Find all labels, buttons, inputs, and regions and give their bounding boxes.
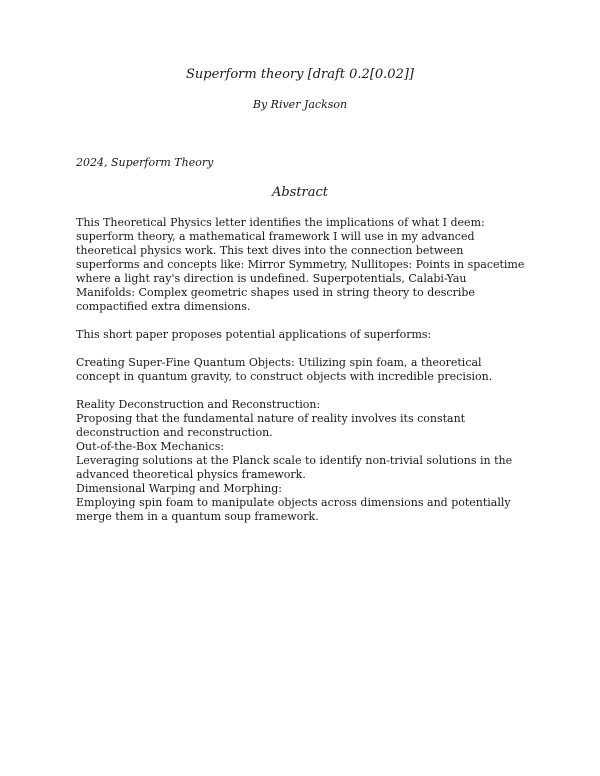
applications-lead-paragraph: This short paper proposes potential applications of superforms:	[76, 328, 432, 341]
paragraph-spacer	[76, 384, 528, 398]
mechanics-heading: Out-of-the-Box Mechanics:	[76, 440, 225, 453]
applications-list	[76, 398, 528, 524]
paper-author: By River Jackson	[252, 98, 348, 111]
intro-paragraph: This Theoretical Physics letter identifies the implications of what I deem: superform theory, a mathematical framework I will use in my advanced theoretical physics work. This text dives into the connection between superforms and concepts like: Mirror Symmetry, Nullitopes: Points in spacetime where a light ray's direction is undefined. Superpotentials, Calabi-Yau Manifolds: Complex geometric shapes used in string theory to describe compactified extra dimensions.	[76, 216, 525, 313]
abstract-heading: Abstract	[271, 185, 329, 200]
paragraph-spacer	[76, 342, 528, 356]
reality-body: Proposing that the fundamental nature of reality involves its constant deconstruction and reconstruction.	[76, 412, 466, 439]
quantum-objects-paragraph: Creating Super-Fine Quantum Objects: Utilizing spin foam, a theoretical concept in quantum gravity, to construct objects with incredible precision.	[76, 356, 493, 383]
warping-heading: Dimensional Warping and Morphing:	[76, 482, 282, 495]
paper-dateline: 2024, Superform Theory	[76, 156, 214, 169]
mechanics-body: Leveraging solutions at the Planck scale to identify non-trivial solutions in the advanced theoretical physics framework.	[76, 454, 513, 481]
paragraph-spacer	[76, 314, 528, 328]
paper-title: Superform theory [draft 0.2[0.02]]	[186, 67, 414, 82]
paper-body	[76, 216, 528, 524]
reality-heading: Reality Deconstruction and Reconstruction:	[76, 398, 321, 411]
warping-body: Employing spin foam to manipulate objects across dimensions and potentially merge them in a quantum soup framework.	[76, 496, 511, 523]
